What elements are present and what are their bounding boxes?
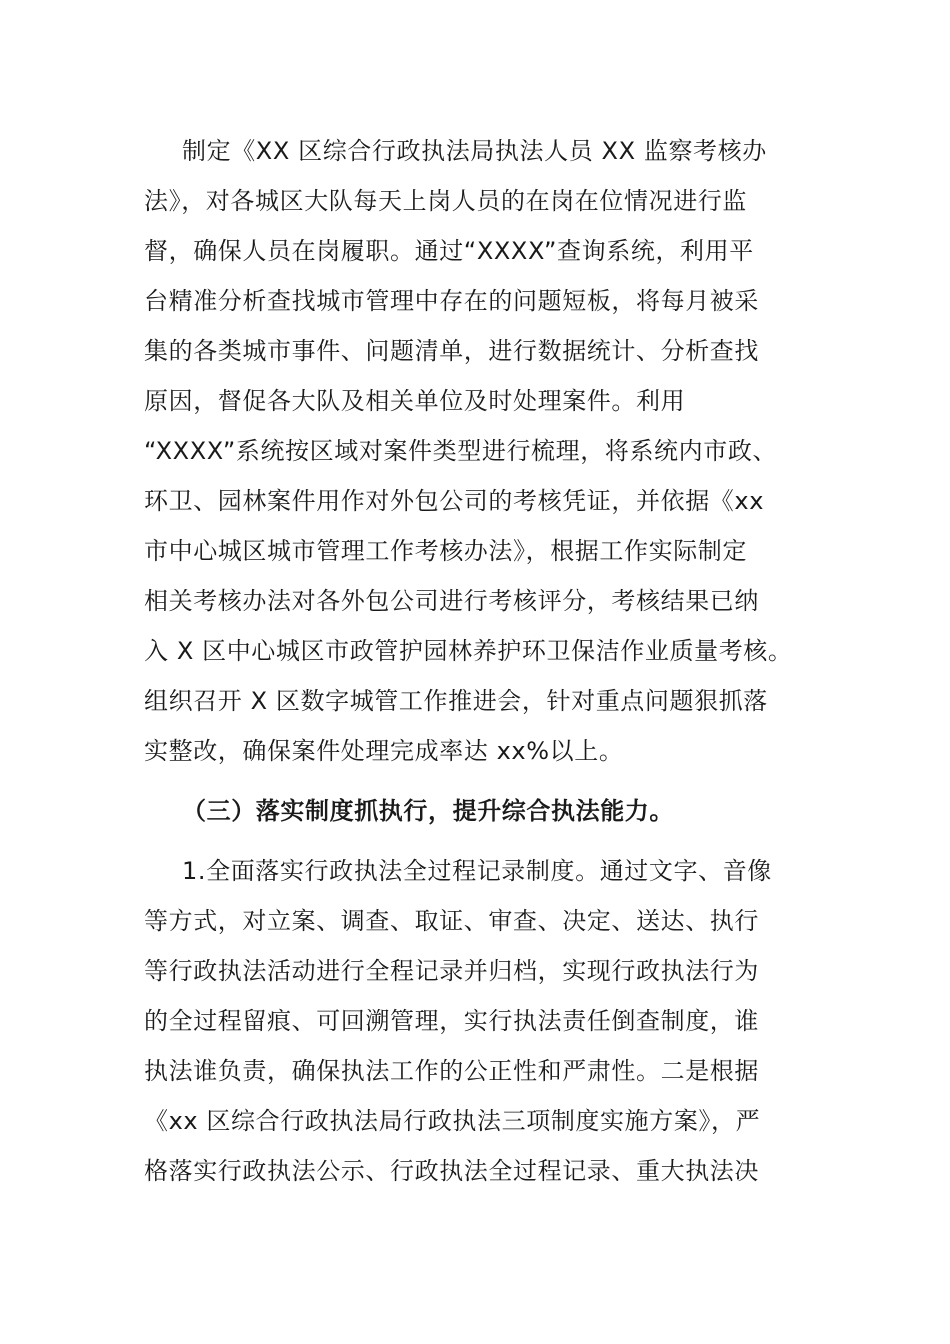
paragraph-1-line-2: 法》，对各城区大队每天上岗人员的在岗在位情况进行监 <box>144 187 747 215</box>
paragraph-1-line-11: 入 X 区中心城区市政管护园林养护环卫保洁作业质量考核。 <box>144 637 793 665</box>
paragraph-1-line-13: 实整改，确保案件处理完成率达 xx%以上。 <box>144 737 624 765</box>
paragraph-2-line-5: 执法谁负责，确保执法工作的公正性和严肃性。二是根据 <box>144 1057 759 1085</box>
paragraph-1-line-1: 制定《XX 区综合行政执法局执法人员 XX 监察考核办 <box>182 137 767 165</box>
paragraph-1-line-3: 督，确保人员在岗履职。通过“XXXX”查询系统，利用平 <box>144 237 754 265</box>
paragraph-2-line-7: 格落实行政执法公示、行政执法全过程记录、重大执法决 <box>144 1157 759 1185</box>
paragraph-2-line-2: 等方式，对立案、调查、取证、审查、决定、送达、执行 <box>144 907 759 935</box>
paragraph-1-line-5: 集的各类城市事件、问题清单，进行数据统计、分析查找 <box>144 337 759 365</box>
paragraph-2-line-4: 的全过程留痕、可回溯管理，实行执法责任倒查制度，谁 <box>144 1007 759 1035</box>
paragraph-1-line-8: 环卫、园林案件用作对外包公司的考核凭证，并依据《xx <box>144 487 765 515</box>
paragraph-1-line-12: 组织召开 X 区数字城管工作推进会，针对重点问题狠抓落 <box>144 687 768 715</box>
paragraph-1-line-4: 台精准分析查找城市管理中存在的问题短板，将每月被采 <box>144 287 759 315</box>
paragraph-2-line-1: 1.全面落实行政执法全过程记录制度。通过文字、音像 <box>182 857 772 885</box>
paragraph-2-line-3: 等行政执法活动进行全程记录并归档，实现行政执法行为 <box>144 957 759 985</box>
paragraph-1-line-7: “XXXX”系统按区域对案件类型进行梳理，将系统内市政、 <box>144 437 778 465</box>
paragraph-1-line-10: 相关考核办法对各外包公司进行考核评分，考核结果已纳 <box>144 587 759 615</box>
paragraph-1-line-6: 原因，督促各大队及相关单位及时处理案件。利用 <box>144 387 686 415</box>
section-heading: （三）落实制度抓执行，提升综合执法能力。 <box>182 797 674 825</box>
paragraph-1-line-9: 市中心城区城市管理工作考核办法》，根据工作实际制定 <box>144 537 747 565</box>
paragraph-2-line-6: 《xx 区综合行政执法局行政执法三项制度实施方案》，严 <box>144 1107 761 1135</box>
